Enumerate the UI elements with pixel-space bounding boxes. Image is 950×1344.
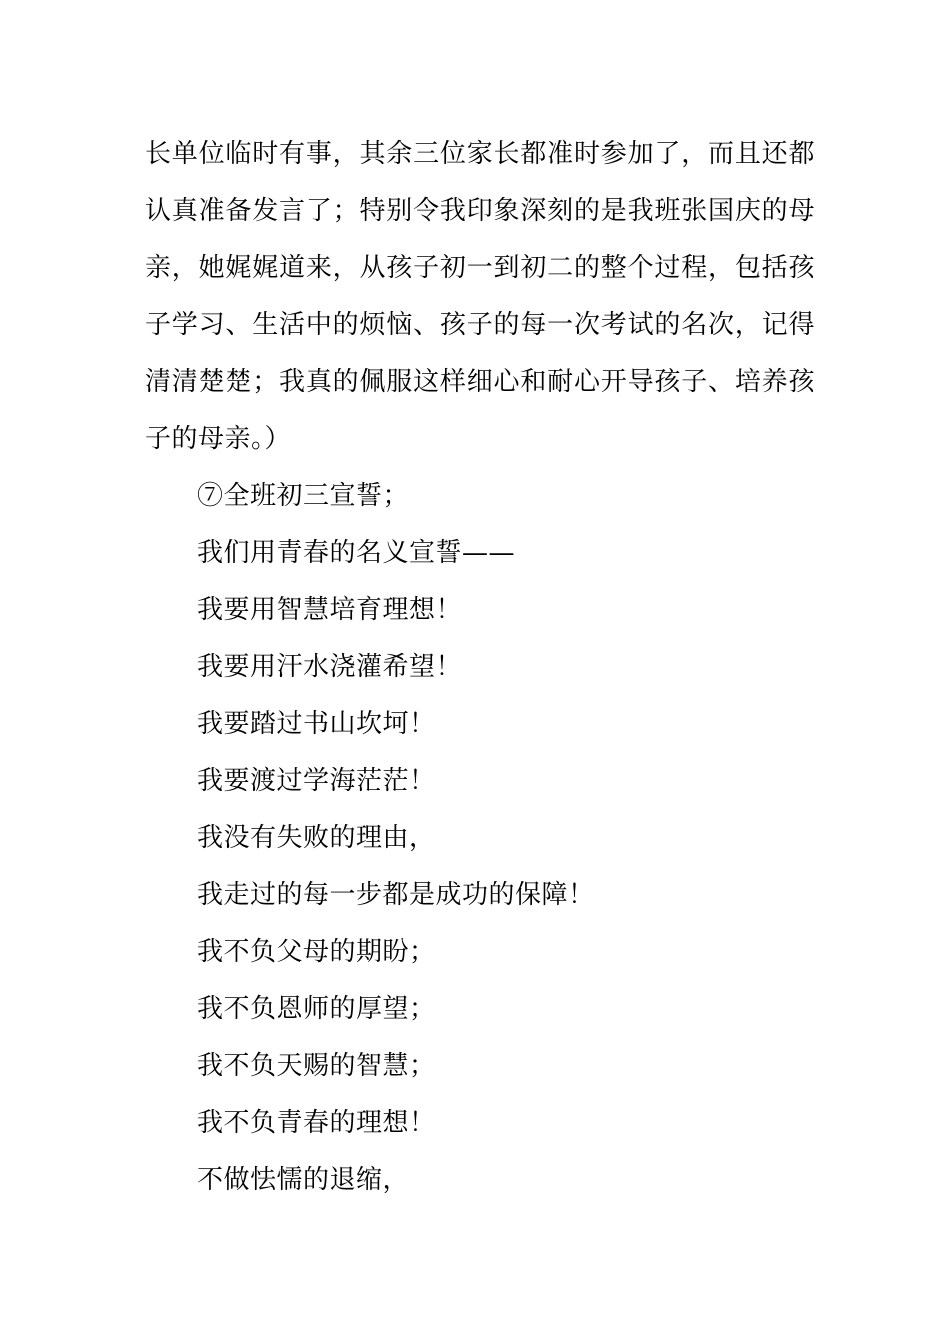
- oath-line: 我走过的每一步都是成功的保障！: [197, 880, 595, 910]
- oath-line: 我不负父母的期盼；: [197, 937, 436, 967]
- oath-line: 我们用青春的名义宣誓——: [197, 538, 516, 568]
- oath-line: 我不负天赐的智慧；: [197, 1051, 436, 1081]
- oath-line: 不做怯懦的退缩，: [197, 1165, 410, 1195]
- document-text: [145, 126, 815, 1209]
- oath-line: 我没有失败的理由，: [197, 823, 436, 853]
- oath-line: 我要用智慧培育理想！: [197, 595, 463, 625]
- paragraph-line: 长单位临时有事，其余三位家长都准时参加了，而且还都: [145, 139, 815, 169]
- oath-line: 我不负恩师的厚望；: [197, 994, 436, 1024]
- oath-line: 我不负青春的理想！: [197, 1108, 436, 1138]
- paragraph-line: 清清楚楚；我真的佩服这样细心和耐心开导孩子、培养孩: [145, 367, 815, 397]
- paragraph-line: 亲，她娓娓道来，从孩子初一到初二的整个过程，包括孩: [145, 253, 815, 283]
- paragraph-line: 子的母亲。）: [145, 424, 292, 454]
- oath-heading: ⑦全班初三宣誓；: [197, 481, 410, 511]
- oath-line: 我要踏过书山坎坷！: [197, 709, 436, 739]
- paragraph-line: 认真准备发言了；特别令我印象深刻的是我班张国庆的母: [145, 196, 815, 226]
- oath-line: 我要渡过学海茫茫！: [197, 766, 436, 796]
- oath-line: 我要用汗水浇灌希望！: [197, 652, 463, 682]
- paragraph-line: 子学习、生活中的烦恼、孩子的每一次考试的名次，记得: [145, 310, 815, 340]
